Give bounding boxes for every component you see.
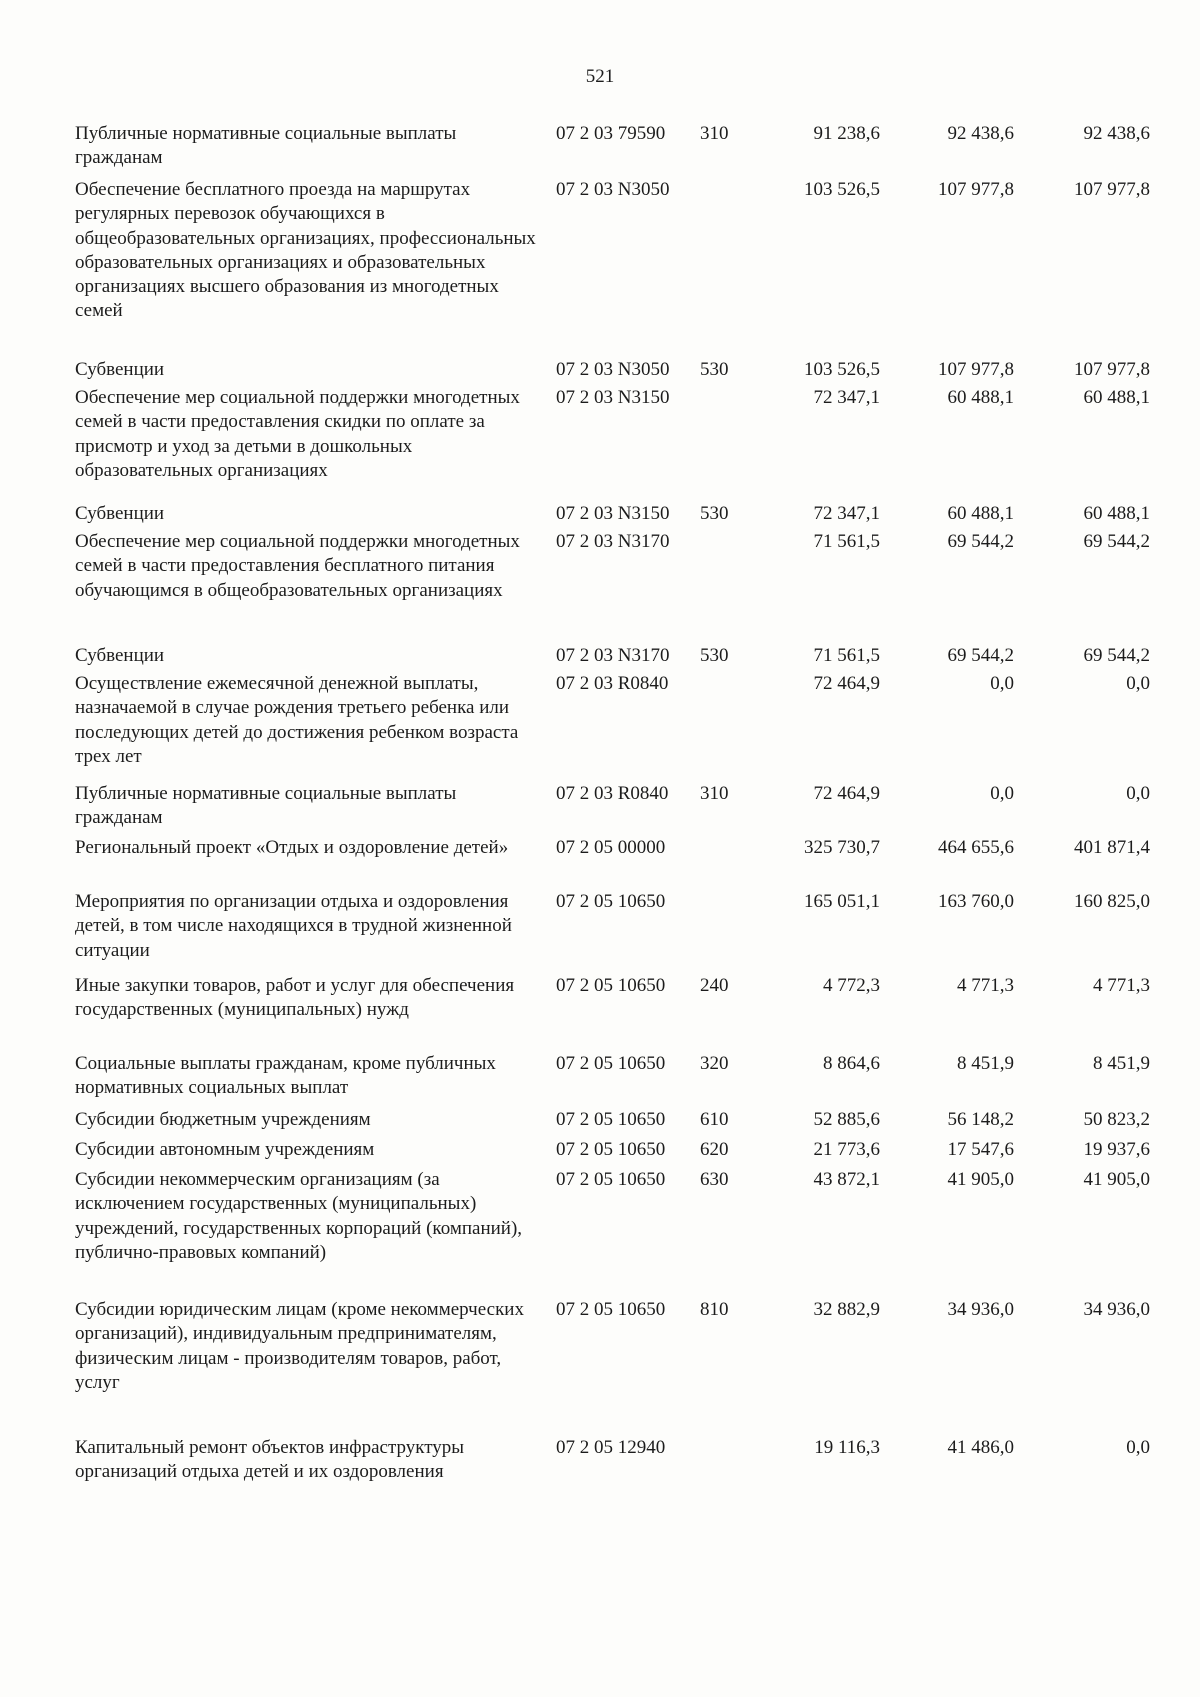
row-value-3: 107 977,8 (1074, 359, 1150, 380)
row-code: 07 2 03 N3170 (556, 645, 670, 666)
row-expense-type: 620 (700, 1139, 729, 1160)
row-value-2: 464 655,6 (938, 837, 1014, 858)
row-value-2: 69 544,2 (947, 645, 1014, 666)
row-value-3: 34 936,0 (1083, 1299, 1150, 1320)
row-description: Субсидии автономным учреждениям (75, 1139, 375, 1160)
row-code: 07 2 05 12940 (556, 1437, 666, 1458)
row-description: Субвенции (75, 645, 165, 666)
row-value-1: 72 464,9 (813, 673, 880, 694)
row-expense-type: 530 (700, 645, 729, 666)
row-description: Субвенции (75, 359, 165, 380)
row-code: 07 2 05 10650 (556, 1299, 666, 1320)
row-code: 07 2 05 10650 (556, 1053, 666, 1074)
row-description: Иные закупки товаров, работ и услуг для обеспечения государственных (муниципальных) нужд (75, 975, 515, 1021)
row-expense-type: 240 (700, 975, 729, 996)
row-expense-type: 310 (700, 123, 729, 144)
row-expense-type: 610 (700, 1109, 729, 1130)
row-value-2: 0,0 (990, 783, 1014, 804)
row-value-3: 0,0 (1126, 1437, 1150, 1458)
row-code: 07 2 03 N3170 (556, 531, 670, 552)
row-value-3: 92 438,6 (1083, 123, 1150, 144)
row-description: Социальные выплаты гражданам, кроме публичных нормативных социальных выплат (75, 1053, 496, 1099)
row-code: 07 2 05 10650 (556, 891, 666, 912)
row-value-1: 103 526,5 (804, 179, 880, 200)
row-value-1: 72 347,1 (813, 503, 880, 524)
row-expense-type: 310 (700, 783, 729, 804)
row-value-1: 43 872,1 (813, 1169, 880, 1190)
row-code: 07 2 05 10650 (556, 975, 666, 996)
row-expense-type: 810 (700, 1299, 729, 1320)
row-value-1: 4 772,3 (823, 975, 880, 996)
row-code: 07 2 05 10650 (556, 1139, 666, 1160)
row-value-3: 69 544,2 (1083, 645, 1150, 666)
row-description: Субсидии некоммерческим организациям (за исключением государственных (муниципальных) учреждений, государственных корпораций (компаний), публично-правовых компаний) (75, 1169, 523, 1263)
row-value-1: 19 116,3 (814, 1437, 880, 1458)
row-code: 07 2 03 R0840 (556, 673, 669, 694)
row-code: 07 2 03 N3150 (556, 503, 670, 524)
row-value-2: 60 488,1 (947, 387, 1014, 408)
row-description: Субсидии бюджетным учреждениям (75, 1109, 371, 1130)
row-code: 07 2 05 10650 (556, 1169, 666, 1190)
row-description: Осуществление ежемесячной денежной выплаты, назначаемой в случае рождения третьего ребенка или последующих детей до достижения ребенком возраста трех лет (75, 673, 519, 767)
row-value-2: 163 760,0 (938, 891, 1014, 912)
row-value-1: 165 051,1 (804, 891, 880, 912)
row-value-1: 72 347,1 (813, 387, 880, 408)
row-value-1: 21 773,6 (813, 1139, 880, 1160)
row-value-2: 60 488,1 (947, 503, 1014, 524)
row-value-3: 19 937,6 (1083, 1139, 1150, 1160)
row-code: 07 2 03 R0840 (556, 783, 669, 804)
row-description: Обеспечение бесплатного проезда на маршрутах регулярных перевозок обучающихся в общеобразовательных организациях, профессиональных образовательных организациях и образовательных организациях высшего образования из многодетных семей (75, 179, 536, 322)
row-expense-type: 630 (700, 1169, 729, 1190)
row-value-3: 60 488,1 (1083, 387, 1150, 408)
row-description: Субсидии юридическим лицам (кроме некоммерческих организаций), индивидуальным предпринимателям, физическим лицам - производителям товаров, работ, услуг (75, 1299, 524, 1393)
row-value-1: 71 561,5 (813, 531, 880, 552)
row-code: 07 2 05 10650 (556, 1109, 666, 1130)
row-value-2: 69 544,2 (947, 531, 1014, 552)
row-value-2: 107 977,8 (938, 179, 1014, 200)
row-value-2: 107 977,8 (938, 359, 1014, 380)
row-value-2: 56 148,2 (947, 1109, 1014, 1130)
row-value-3: 401 871,4 (1074, 837, 1150, 858)
row-value-3: 0,0 (1126, 783, 1150, 804)
row-value-3: 41 905,0 (1083, 1169, 1150, 1190)
row-value-2: 34 936,0 (947, 1299, 1014, 1320)
row-description: Субвенции (75, 503, 165, 524)
row-value-1: 72 464,9 (813, 783, 880, 804)
row-value-2: 4 771,3 (957, 975, 1014, 996)
row-expense-type: 530 (700, 359, 729, 380)
row-value-3: 107 977,8 (1074, 179, 1150, 200)
row-value-3: 0,0 (1126, 673, 1150, 694)
row-value-3: 4 771,3 (1093, 975, 1150, 996)
row-value-2: 8 451,9 (957, 1053, 1014, 1074)
row-code: 07 2 05 00000 (556, 837, 666, 858)
row-value-1: 103 526,5 (804, 359, 880, 380)
row-value-1: 52 885,6 (813, 1109, 880, 1130)
row-expense-type: 320 (700, 1053, 729, 1074)
row-value-1: 325 730,7 (804, 837, 880, 858)
row-description: Обеспечение мер социальной поддержки многодетных семей в части предоставления скидки по оплате за присмотр и уход за детьми в дошкольных образовательных организациях (75, 387, 520, 481)
row-description: Публичные нормативные социальные выплаты гражданам (75, 123, 457, 169)
row-value-1: 91 238,6 (813, 123, 880, 144)
row-value-2: 17 547,6 (947, 1139, 1014, 1160)
row-value-1: 71 561,5 (813, 645, 880, 666)
row-code: 07 2 03 N3150 (556, 387, 670, 408)
row-description: Мероприятия по организации отдыха и оздоровления детей, в том числе находящихся в трудной жизненной ситуации (75, 891, 512, 961)
row-description: Публичные нормативные социальные выплаты гражданам (75, 783, 457, 829)
row-value-1: 32 882,9 (813, 1299, 880, 1320)
row-value-3: 8 451,9 (1093, 1053, 1150, 1074)
row-expense-type: 530 (700, 503, 729, 524)
page-number: 521 (585, 66, 615, 87)
row-value-2: 41 905,0 (947, 1169, 1014, 1190)
row-value-2: 41 486,0 (947, 1437, 1014, 1458)
row-value-3: 69 544,2 (1083, 531, 1150, 552)
row-description: Региональный проект «Отдых и оздоровление детей» (75, 837, 509, 858)
row-code: 07 2 03 N3050 (556, 359, 670, 380)
row-code: 07 2 03 N3050 (556, 179, 670, 200)
row-description: Капитальный ремонт объектов инфраструктуры организаций отдыха детей и их оздоровления (75, 1437, 465, 1483)
row-value-2: 92 438,6 (947, 123, 1014, 144)
row-value-3: 50 823,2 (1083, 1109, 1150, 1130)
row-value-2: 0,0 (990, 673, 1014, 694)
row-value-3: 160 825,0 (1074, 891, 1150, 912)
row-code: 07 2 03 79590 (556, 123, 666, 144)
row-description: Обеспечение мер социальной поддержки многодетных семей в части предоставления бесплатного питания обучающимся в общеобразовательных организациях (75, 531, 520, 601)
row-value-1: 8 864,6 (823, 1053, 880, 1074)
row-value-3: 60 488,1 (1083, 503, 1150, 524)
